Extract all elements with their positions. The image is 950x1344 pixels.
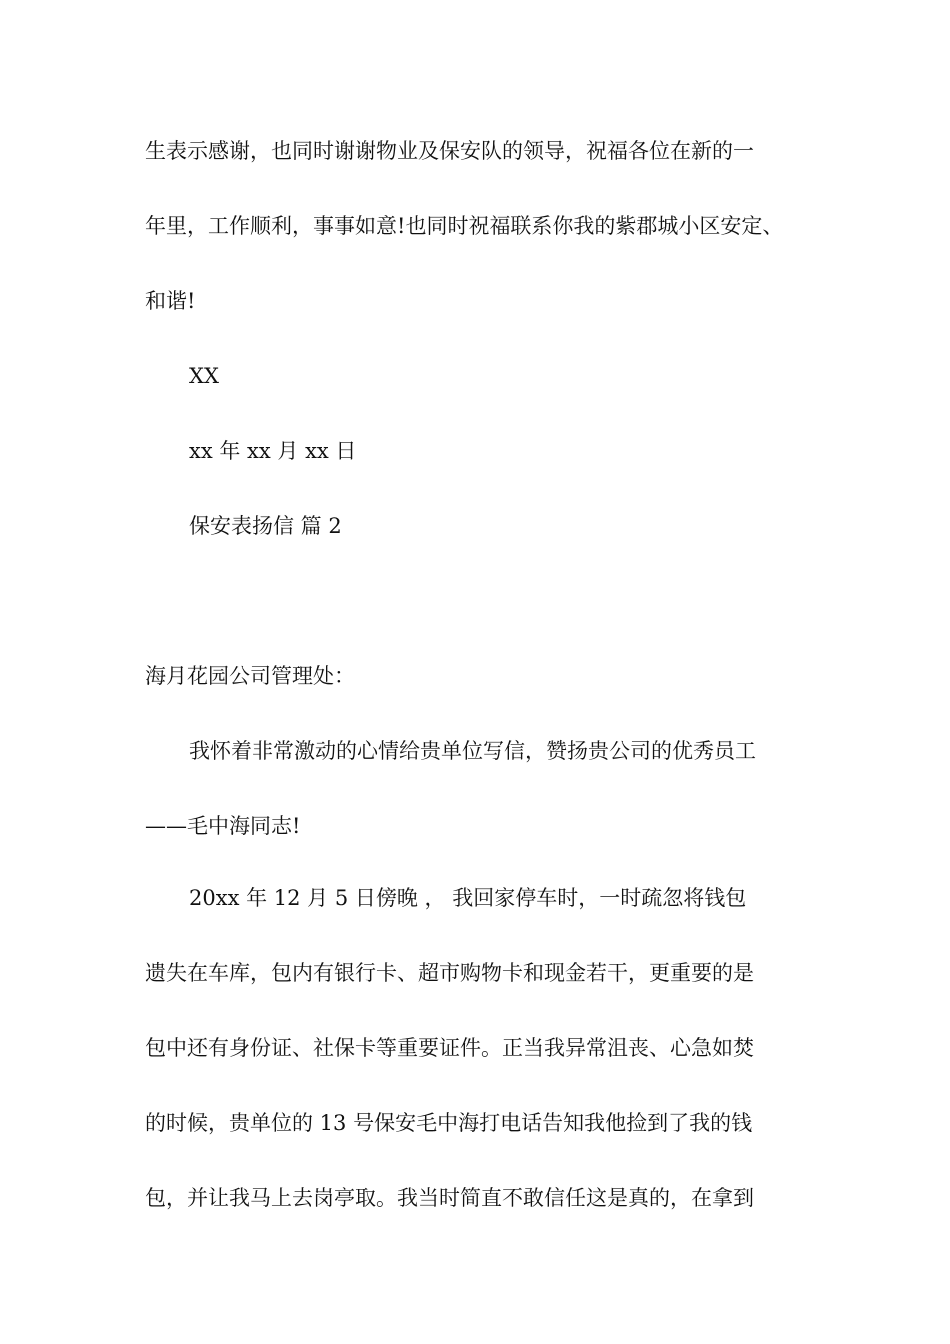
paragraph-line: 包，并让我马上去岗亭取。我当时简直不敢信任这是真的，在拿到 xyxy=(145,1186,754,1210)
letter-salutation: 海月花园公司管理处： xyxy=(145,664,355,688)
paragraph-line: 年里，工作顺利，事事如意!也同时祝福联系你我的紫郡城小区安定、 xyxy=(145,214,784,238)
paragraph-line: 生表示感谢，也同时谢谢物业及保安队的领导，祝福各位在新的一 xyxy=(145,139,754,163)
paragraph-line: 20xx 年 12 月 5 日傍晚 ， 我回家停车时，一时疏忽将钱包 xyxy=(189,886,747,910)
paragraph-line: ——毛中海同志! xyxy=(145,814,301,838)
signature-name: XX xyxy=(189,364,219,388)
paragraph-line: 和谐! xyxy=(145,289,196,313)
signature-date: xx 年 xx 月 xx 日 xyxy=(189,439,357,463)
paragraph-line: 遗失在车库，包内有银行卡、超市购物卡和现金若干，更重要的是 xyxy=(145,961,754,985)
paragraph-line: 我怀着非常激动的心情给贵单位写信，赞扬贵公司的优秀员工 xyxy=(189,739,756,763)
paragraph-line: 包中还有身份证、社保卡等重要证件。正当我异常沮丧、心急如焚 xyxy=(145,1036,754,1060)
section-title: 保安表扬信 篇 2 xyxy=(189,514,342,538)
paragraph-line: 的时候，贵单位的 13 号保安毛中海打电话告知我他捡到了我的钱 xyxy=(145,1111,753,1135)
